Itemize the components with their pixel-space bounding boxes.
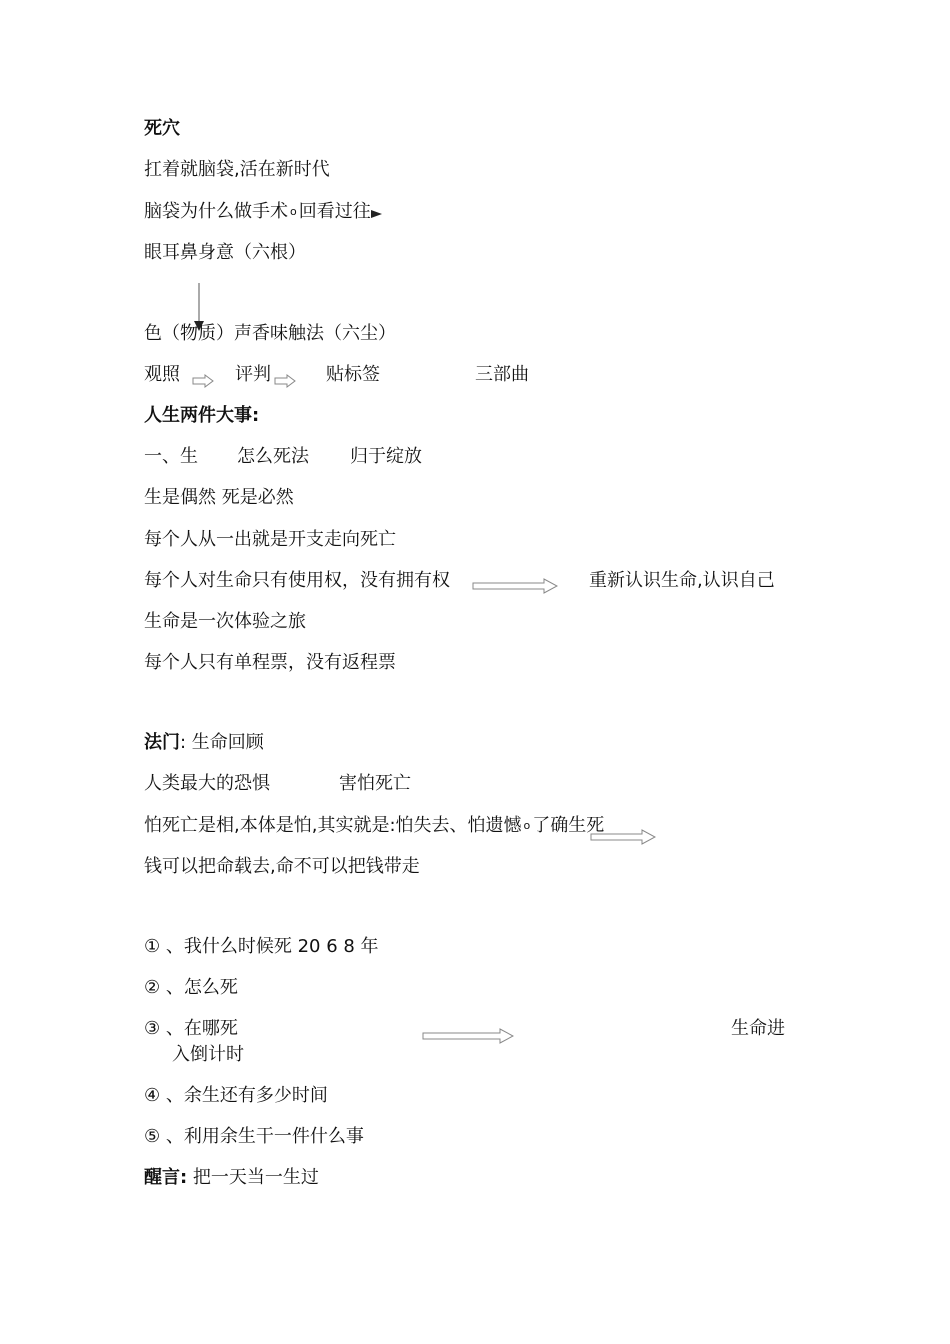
list-item: ③ 、在哪死 (144, 1018, 238, 1039)
text-line (144, 814, 604, 838)
list-item: ① 、我什么时候死 20 6 8 年 (144, 936, 379, 957)
text-line (144, 200, 371, 224)
heading-rest: : 生命回顾 (180, 732, 264, 753)
text-span: 三部曲 (475, 364, 529, 385)
text-span: 害怕死亡 (339, 773, 411, 794)
text-line: 每个人只有单程票，没有返程票 (144, 652, 396, 673)
small-circle-icon: o (290, 205, 297, 218)
text-span: 怕死亡是相,本体是怕,其实就是:怕失去、怕遗憾 (144, 815, 522, 836)
text-span: 归于绽放 (350, 446, 422, 467)
section-heading (144, 731, 264, 755)
section-heading: 人生两件大事: (144, 405, 260, 426)
hollow-arrow-icon (274, 374, 296, 388)
list-item: ② 、怎么死 (144, 977, 238, 998)
small-arrow-icon (370, 208, 384, 220)
text-line: 色（物质）声香味触法（六尘） (144, 323, 396, 344)
long-hollow-arrow-icon (422, 1028, 514, 1044)
list-item: ⑤ 、利用余生干一件什么事 (144, 1126, 364, 1147)
text-line: 扛着就脑袋,活在新时代 (144, 159, 330, 180)
text-span: 每个人对生命只有使用权，没有拥有权 (144, 570, 450, 591)
text-span: 贴标签 (326, 364, 380, 385)
text-line: 眼耳鼻身意（六根） (144, 242, 306, 263)
list-item: ④ 、余生还有多少时间 (144, 1085, 328, 1106)
text-line: 生命是一次体验之旅 (144, 611, 306, 632)
text-span: 生命进 (731, 1018, 785, 1039)
text-line: 钱可以把命载去,命不可以把钱带走 (144, 856, 420, 877)
hollow-arrow-icon (192, 374, 214, 388)
small-circle-icon: o (523, 819, 531, 832)
text-span: 观照 (144, 364, 180, 385)
hollow-arrow-icon (590, 829, 656, 845)
text-span: 了确生死 (532, 815, 605, 836)
text-span: 入倒计时 (172, 1044, 244, 1065)
text-span: 评判 (235, 364, 271, 385)
text-span: 回看过往 (298, 201, 371, 222)
text-span: 人类最大的恐惧 (144, 773, 270, 794)
text-span: 一、生 (144, 446, 198, 467)
heading-bold: 法门 (144, 732, 180, 753)
text-span: 脑袋为什么做手术 (144, 201, 288, 222)
text-line: 生是偶然 死是必然 (144, 487, 294, 508)
heading-rest: 把一天当一生过 (187, 1167, 319, 1188)
text-line: 每个人从一出就是开支走向死亡 (144, 529, 396, 550)
long-hollow-arrow-icon (472, 578, 558, 594)
section-heading (144, 1166, 319, 1190)
heading-bold: 醒言: (144, 1167, 188, 1188)
page-title: 死穴 (144, 118, 180, 139)
text-span: 怎么死法 (237, 446, 309, 467)
text-span: 重新认识生命,认识自己 (589, 570, 775, 591)
